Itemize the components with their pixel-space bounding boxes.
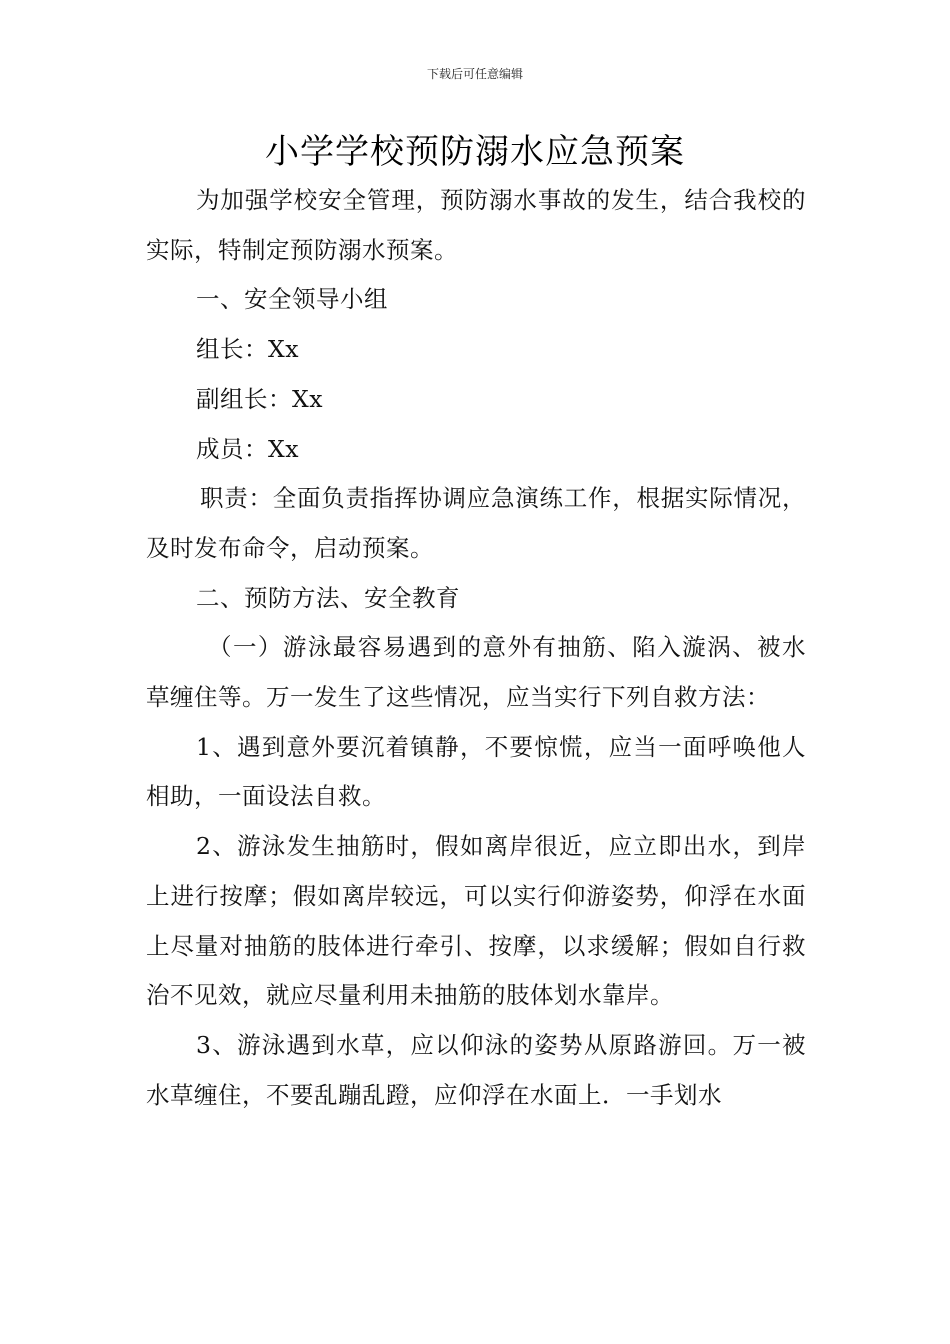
document-title: 小学学校预防溺水应急预案 bbox=[265, 132, 685, 172]
paragraph-duties: 职责：全面负责指挥协调应急演练工作，根据实际情况，及时发布命令，启动预案。 bbox=[146, 484, 806, 562]
paragraph-subsection-1: （一）游泳最容易遇到的意外有抽筋、陷入漩涡、被水草缠住等。万一发生了这些情况，应当实行下列自救方法： bbox=[146, 633, 806, 712]
section-heading-2: 二、预防方法、安全教育 bbox=[196, 583, 460, 612]
section-heading-1: 一、安全领导小组 bbox=[196, 285, 388, 314]
paragraph-item-3: 3、游泳遇到水草，应以仰泳的姿势从原路游回。万一被水草缠住，不要乱蹦乱蹬，应仰浮在水面上．一手划水 bbox=[146, 1030, 806, 1109]
page-header-note: 下载后可任意编辑 bbox=[426, 67, 523, 81]
paragraph-intro: 为加强学校安全管理，预防溺水事故的发生，结合我校的实际，特制定预防溺水预案。 bbox=[146, 186, 806, 264]
paragraph-leader: 组长：Xx bbox=[196, 335, 299, 364]
paragraph-members: 成员：Xx bbox=[196, 434, 299, 463]
paragraph-deputy-leader: 副组长：Xx bbox=[196, 384, 323, 413]
document-body bbox=[146, 176, 806, 1120]
paragraph-item-2: 2、游泳发生抽筋时，假如离岸很近，应立即出水，到岸上进行按摩；假如离岸较远，可以实行仰游姿势，仰浮在水面上尽量对抽筋的肢体进行牵引、按摩，以求缓解；假如自行救治不见效，就应尽量利用未抽筋的肢体划水靠岸。 bbox=[146, 832, 806, 1010]
paragraph-item-1: 1、遇到意外要沉着镇静，不要惊慌，应当一面呼唤他人相助，一面设法自救。 bbox=[146, 732, 806, 811]
